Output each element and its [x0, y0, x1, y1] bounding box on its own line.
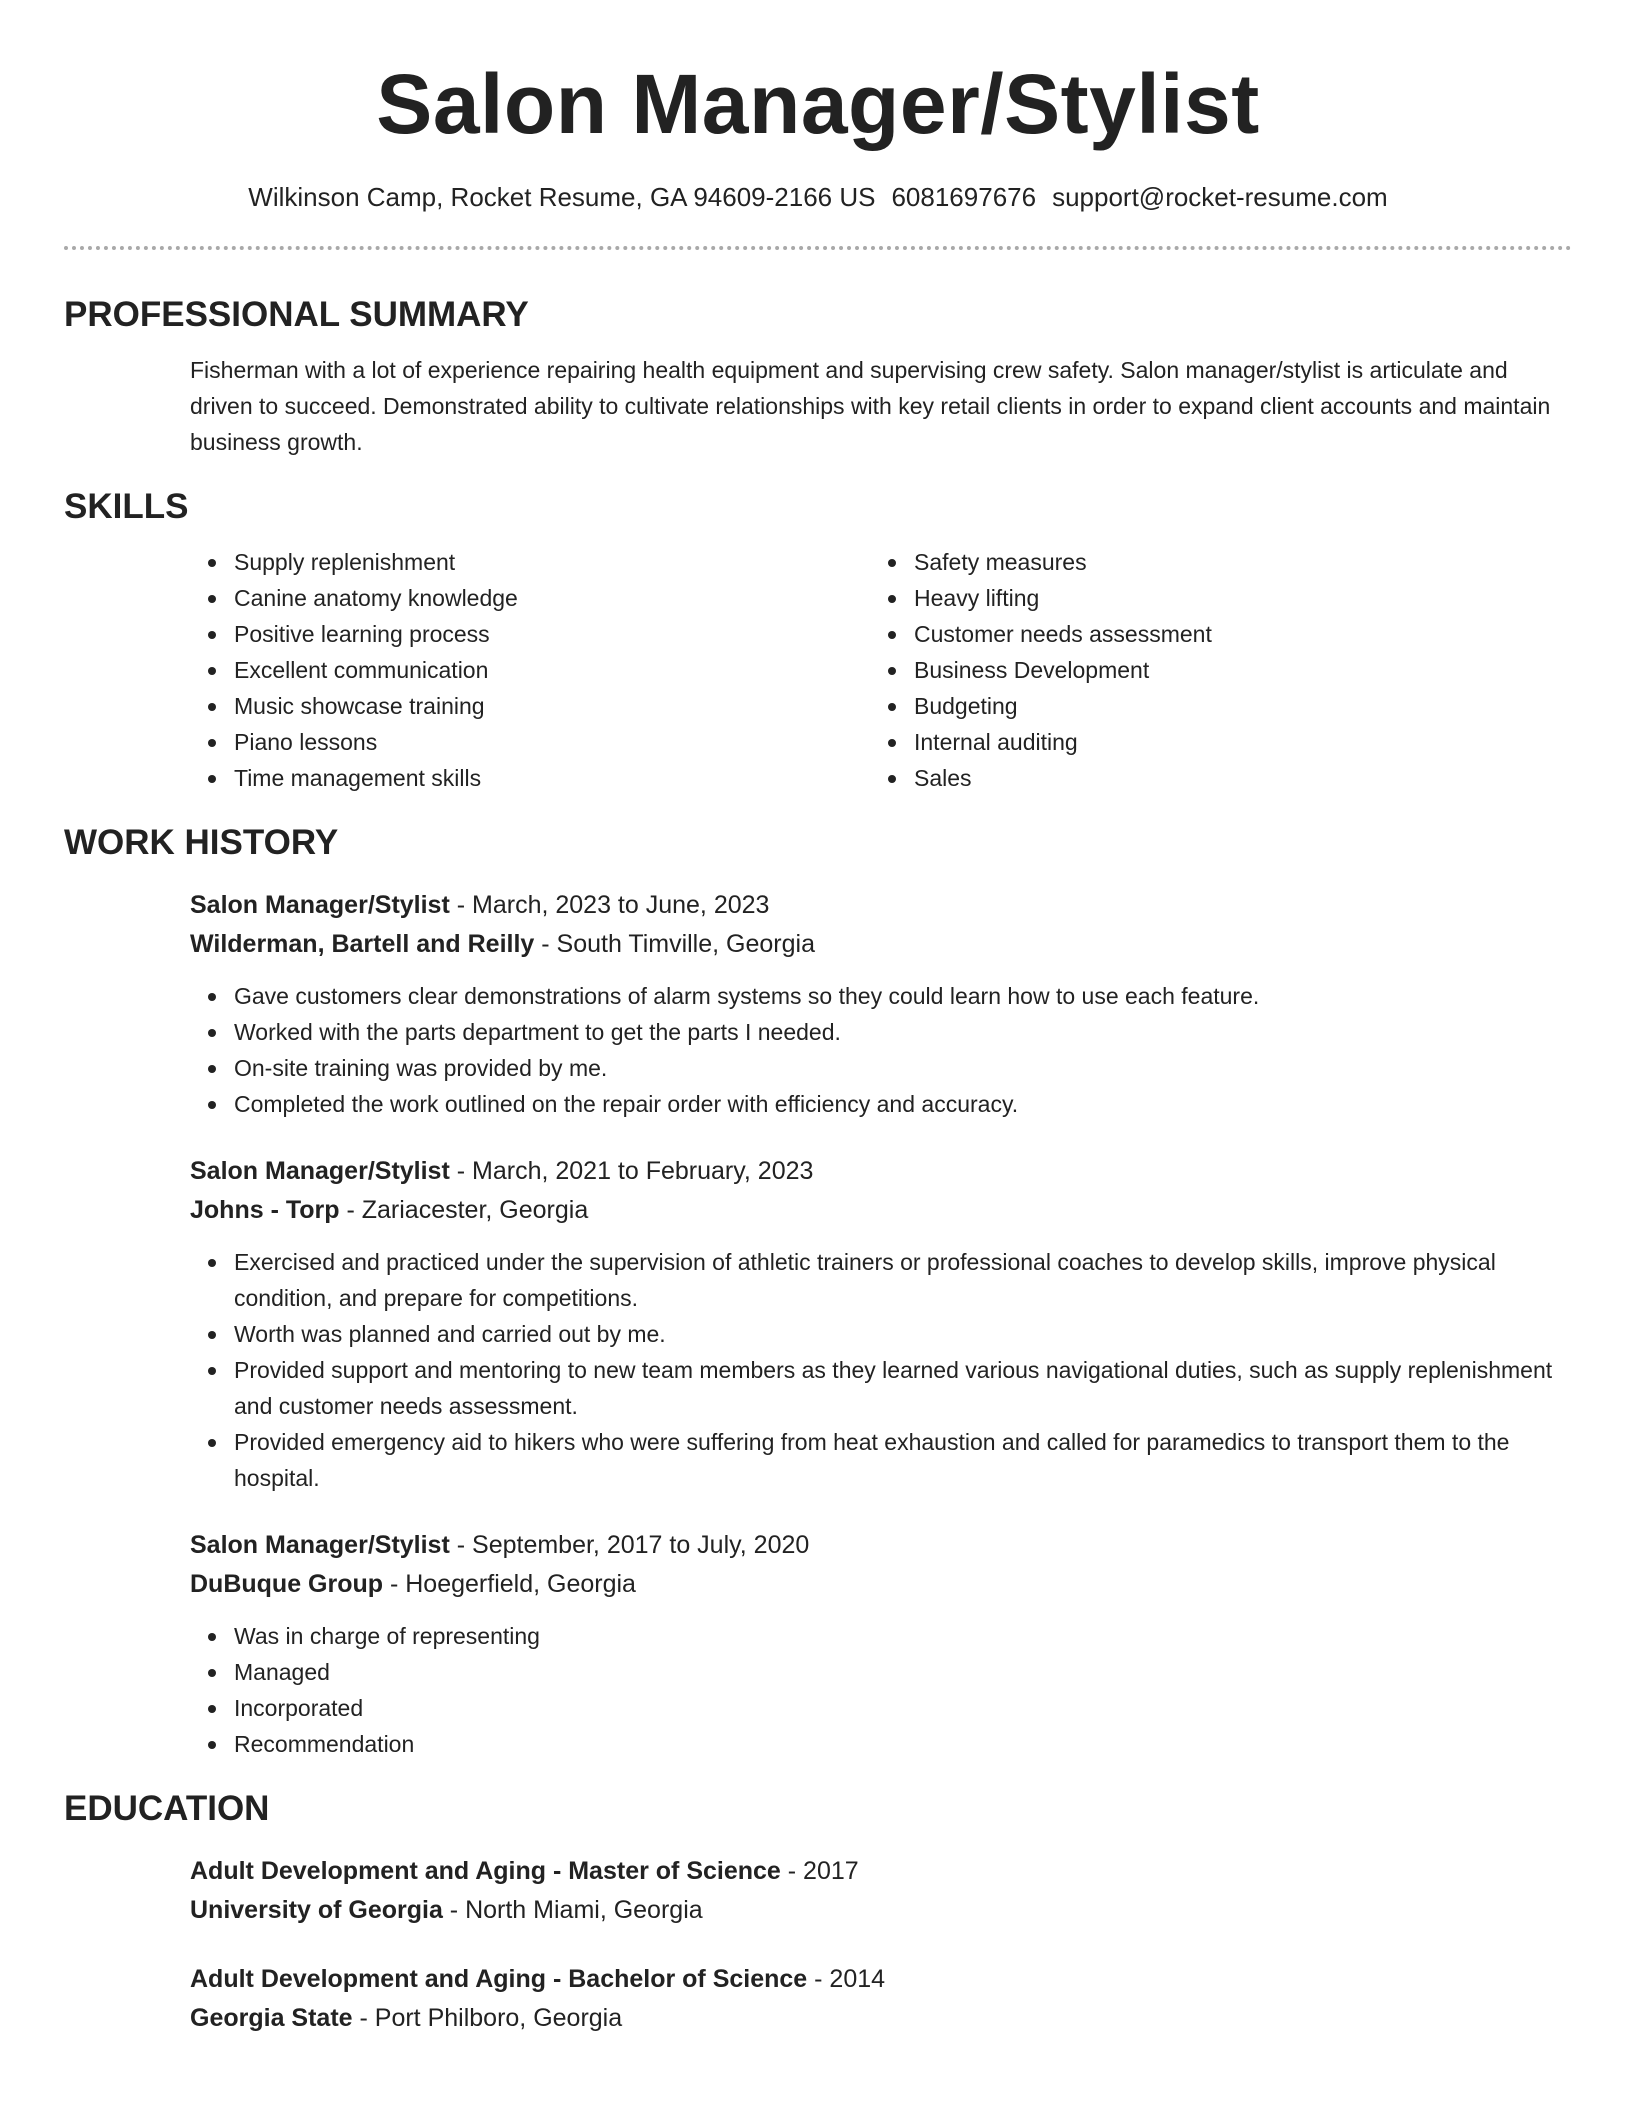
duty-item: Was in charge of representing	[190, 1618, 1572, 1654]
contact-address: Wilkinson Camp, Rocket Resume, GA 94609-2166 US	[248, 182, 876, 212]
duty-item: Incorporated	[190, 1690, 1572, 1726]
job-title-line	[190, 1526, 1572, 1565]
resume-page	[64, 0, 1572, 2038]
skill-item: Excellent communication	[190, 652, 870, 688]
education-section	[64, 1788, 1572, 2038]
education-entry	[190, 1960, 1572, 2038]
skill-item: Budgeting	[870, 688, 1550, 724]
skill-item: Customer needs assessment	[870, 616, 1550, 652]
job-title-line	[190, 1152, 1572, 1191]
degree-year: - 2014	[807, 1965, 886, 1993]
job-duties	[190, 1618, 1572, 1762]
job-dates: - March, 2021 to February, 2023	[449, 1157, 814, 1185]
contact-line	[64, 180, 1572, 214]
education-entry	[190, 1852, 1572, 1930]
job-company: Wilderman, Bartell and Reilly	[190, 930, 535, 958]
header-divider	[64, 246, 1572, 250]
contact-phone: 6081697676	[891, 182, 1037, 212]
degree-name: Adult Development and Aging - Bachelor of Science	[190, 1965, 808, 1993]
duty-item: Managed	[190, 1654, 1572, 1690]
school-location: - Port Philboro, Georgia	[352, 2004, 623, 2032]
job-company: DuBuque Group	[190, 1570, 384, 1598]
job-entry	[190, 886, 1572, 1122]
job-entry	[190, 1526, 1572, 1762]
skill-item: Canine anatomy knowledge	[190, 580, 870, 616]
duty-item: Worked with the parts department to get the parts I needed.	[190, 1014, 1572, 1050]
skill-item: Sales	[870, 760, 1550, 796]
skills-list-left	[190, 544, 870, 796]
degree-year: - 2017	[780, 1857, 859, 1885]
duty-item: Provided emergency aid to hikers who were suffering from heat exhaustion and called for paramedics to transport them to the hospital.	[190, 1424, 1572, 1496]
summary-heading: PROFESSIONAL SUMMARY	[64, 295, 529, 334]
school-name: University of Georgia	[190, 1896, 443, 1924]
job-role: Salon Manager/Stylist	[190, 1531, 450, 1559]
skills-heading: SKILLS	[64, 487, 189, 526]
school-location: - North Miami, Georgia	[442, 1896, 703, 1924]
duty-item: Exercised and practiced under the supervision of athletic trainers or professional coaches to develop skills, improve physical condition, and prepare for competitions.	[190, 1244, 1572, 1316]
job-location: - Hoegerfield, Georgia	[383, 1570, 636, 1598]
degree-name: Adult Development and Aging - Master of Science	[190, 1857, 781, 1885]
job-duties	[190, 978, 1572, 1122]
job-company-line	[190, 925, 1572, 964]
work-section	[64, 822, 1572, 1762]
skill-item: Positive learning process	[190, 616, 870, 652]
job-dates: - March, 2023 to June, 2023	[449, 891, 770, 919]
skills-column-left	[190, 544, 870, 796]
job-role: Salon Manager/Stylist	[190, 891, 450, 919]
job-title-line	[190, 886, 1572, 925]
skill-item: Piano lessons	[190, 724, 870, 760]
skill-item: Heavy lifting	[870, 580, 1550, 616]
job-company-line	[190, 1565, 1572, 1604]
skill-item: Music showcase training	[190, 688, 870, 724]
job-role: Salon Manager/Stylist	[190, 1157, 450, 1185]
job-company: Johns - Torp	[190, 1196, 340, 1224]
skill-item: Supply replenishment	[190, 544, 870, 580]
skill-item: Time management skills	[190, 760, 870, 796]
skill-item: Internal auditing	[870, 724, 1550, 760]
job-location: - South Timville, Georgia	[534, 930, 815, 958]
work-heading: WORK HISTORY	[64, 823, 339, 862]
job-dates: - September, 2017 to July, 2020	[449, 1531, 810, 1559]
skills-column-right	[870, 544, 1550, 796]
duty-item: On-site training was provided by me.	[190, 1050, 1572, 1086]
duty-item: Gave customers clear demonstrations of alarm systems so they could learn how to use each feature.	[190, 978, 1572, 1014]
duty-item: Worth was planned and carried out by me.	[190, 1316, 1572, 1352]
duty-item: Provided support and mentoring to new team members as they learned various navigational duties, such as supply replenishment and customer needs assessment.	[190, 1352, 1572, 1424]
summary-section	[64, 294, 1572, 460]
summary-text: Fisherman with a lot of experience repairing health equipment and supervising crew safety. Salon manager/stylist is articulate and driven to succeed. Demonstrated ability to cultivate relationships with key retail clients in order to expand client accounts and maintain business growth.	[190, 357, 1551, 455]
skills-section	[64, 486, 1572, 796]
degree-line	[190, 1960, 1572, 1999]
skills-list-right	[870, 544, 1550, 796]
skills-columns	[190, 544, 1572, 796]
job-entry	[190, 1152, 1572, 1496]
job-company-line	[190, 1191, 1572, 1230]
skill-item: Safety measures	[870, 544, 1550, 580]
job-location: - Zariacester, Georgia	[339, 1196, 589, 1224]
school-name: Georgia State	[190, 2004, 353, 2032]
contact-email[interactable]: support@rocket-resume.com	[1052, 182, 1388, 212]
degree-line	[190, 1852, 1572, 1891]
job-duties	[190, 1244, 1572, 1496]
school-line	[190, 1891, 1572, 1930]
duty-item: Completed the work outlined on the repair order with efficiency and accuracy.	[190, 1086, 1572, 1122]
resume-name: Salon Manager/Stylist	[376, 57, 1260, 151]
education-heading: EDUCATION	[64, 1789, 270, 1828]
skill-item: Business Development	[870, 652, 1550, 688]
duty-item: Recommendation	[190, 1726, 1572, 1762]
school-line	[190, 1999, 1572, 2038]
